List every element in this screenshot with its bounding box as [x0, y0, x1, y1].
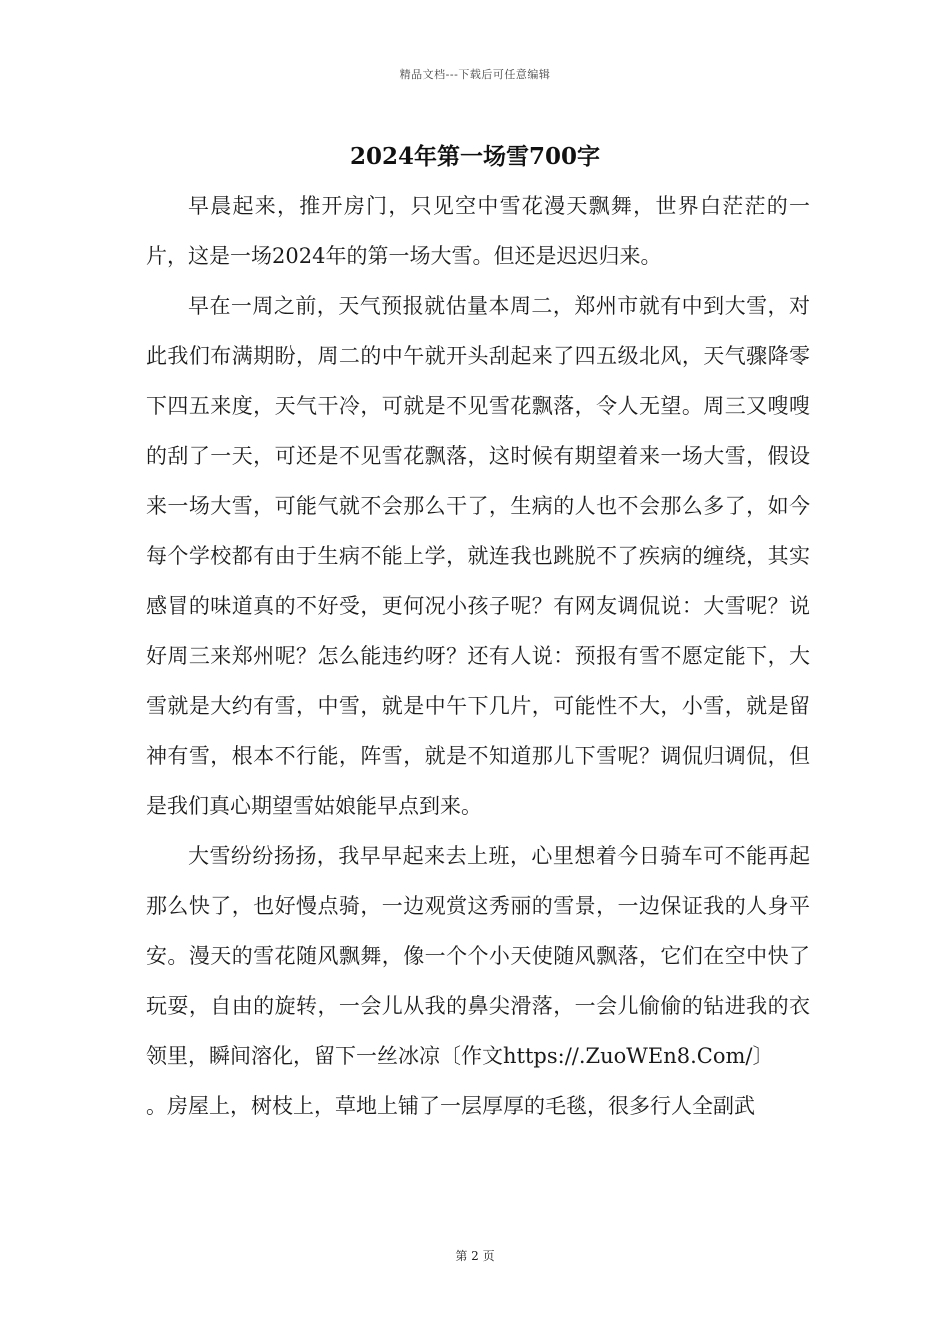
paragraph-3: 大雪纷纷扬扬，我早早起来去上班，心里想着今日骑车可不能再起那么快了，也好慢点骑，一边观赏这秀丽的雪景，一边保证我的人身平安。漫天的雪花随风飘舞，像一个个小天使随风飘落，它们在空中快了玩耍，自由的旋转，一会儿从我的鼻尖滑落，一会儿偷偷的钻进我的衣领里，瞬间溶化，留下一丝冰凉〔作文https://.ZuoWEn8.Com/〕 [146, 844, 810, 1068]
paragraph-4: 。房屋上，树枝上，草地上铺了一层厚厚的毛毯，很多行人全副武 [146, 1094, 755, 1118]
page-header: 精品文档---下载后可任意编辑 [399, 68, 551, 81]
page-number: 第 2 页 [455, 1249, 495, 1263]
document-body [146, 181, 810, 1131]
document-title: 2024年第一场雪700字 [349, 143, 601, 170]
paragraph-1: 早晨起来，推开房门，只见空中雪花漫天飘舞，世界白茫茫的一片，这是一场2024年的第一场大雪。但还是迟迟归来。 [146, 194, 810, 268]
paragraph-2: 早在一周之前，天气预报就估量本周二，郑州市就有中到大雪，对此我们布满期盼，周二的中午就开头刮起来了四五级北风，天气骤降零下四五来度，天气干冷，可就是不见雪花飘落，令人无望。周三又嗖嗖的刮了一天，可还是不见雪花飘落，这时候有期望着来一场大雪，假设来一场大雪，可能气就不会那么干了，生病的人也不会那么多了，如今每个学校都有由于生病不能上学，就连我也跳脱不了疾病的缠绕，其实感冒的味道真的不好受，更何况小孩子呢？有网友调侃说：大雪呢？说好周三来郑州呢？怎么能违约呀？还有人说：预报有雪不愿定能下，大雪就是大约有雪，中雪，就是中午下几片，可能性不大，小雪，就是留神有雪，根本不行能，阵雪，就是不知道那儿下雪呢？调侃归调侃，但是我们真心期望雪姑娘能早点到来。 [146, 294, 810, 818]
